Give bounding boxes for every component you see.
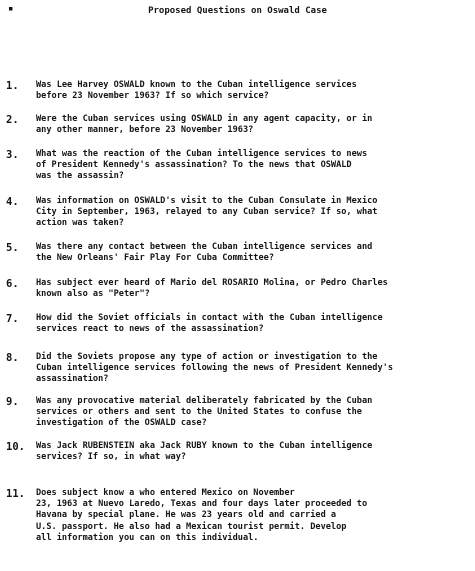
- question-number: 1.: [6, 80, 19, 92]
- question-item: [6, 441, 471, 463]
- question-text: Does subject know a who entered Mexico on November 23, 1963 at Nuevo Laredo, Texas and four days later proceeded to Havana by special plane. He was 23 years old and carried a U.S. passport. He also had a Mexican tourist permit. Develop all information you can on this individual.: [36, 488, 368, 543]
- question-text: Were the Cuban services using OSWALD in any agent capacity, or in any other manner, before 23 November 1963?: [36, 114, 373, 136]
- question-number: 6.: [6, 278, 19, 290]
- question-number: 10.: [6, 441, 25, 453]
- question-text: Was there any contact between the Cuban intelligence services and the New Orleans' Fair Play For Cuba Committee?: [36, 242, 373, 264]
- question-item: [6, 352, 471, 386]
- page-title: Proposed Questions on Oswald Case: [148, 6, 327, 16]
- question-number: 5.: [6, 242, 19, 254]
- question-text: What was the reaction of the Cuban intelligence services to news of President Kennedy's assassination? To the news that OSWALD was the assassin?: [36, 149, 368, 182]
- question-item: [6, 242, 471, 264]
- question-text: Has subject ever heard of Mario del ROSARIO Molina, or Pedro Charles known also as "Peter"?: [36, 278, 388, 300]
- question-item: [6, 196, 471, 230]
- question-item: [6, 396, 471, 430]
- question-number: 8.: [6, 352, 19, 364]
- question-item: [6, 149, 471, 183]
- question-number: 9.: [6, 396, 19, 408]
- question-number: 4.: [6, 196, 19, 208]
- question-number: 3.: [6, 149, 19, 161]
- question-number: 2.: [6, 114, 19, 126]
- question-text: Was any provocative material deliberately fabricated by the Cuban services or others and sent to the United States to confuse the investigation of the OSWALD case?: [36, 396, 373, 429]
- question-item: [6, 313, 471, 335]
- question-text: Was Lee Harvey OSWALD known to the Cuban intelligence services before 23 November 1963? If so which service?: [36, 80, 357, 102]
- question-item: [6, 488, 471, 544]
- question-text: Was information on OSWALD's visit to the Cuban Consulate in Mexico City in September, 1963, relayed to any Cuban service? If so, what action was taken?: [36, 196, 378, 229]
- question-number: 11.: [6, 488, 25, 500]
- corner-mark: ▪: [8, 4, 14, 14]
- question-item: [6, 114, 471, 136]
- question-text: Was Jack RUBENSTEIN aka Jack RUBY known to the Cuban intelligence services? If so, in what way?: [36, 441, 373, 463]
- question-number: 7.: [6, 313, 19, 325]
- question-text: How did the Soviet officials in contact with the Cuban intelligence services react to news of the assassination?: [36, 313, 383, 335]
- question-item: [6, 278, 471, 300]
- question-item: [6, 80, 471, 102]
- question-text: Did the Soviets propose any type of action or investigation to the Cuban intelligence services following the news of President Kennedy's assassination?: [36, 352, 393, 385]
